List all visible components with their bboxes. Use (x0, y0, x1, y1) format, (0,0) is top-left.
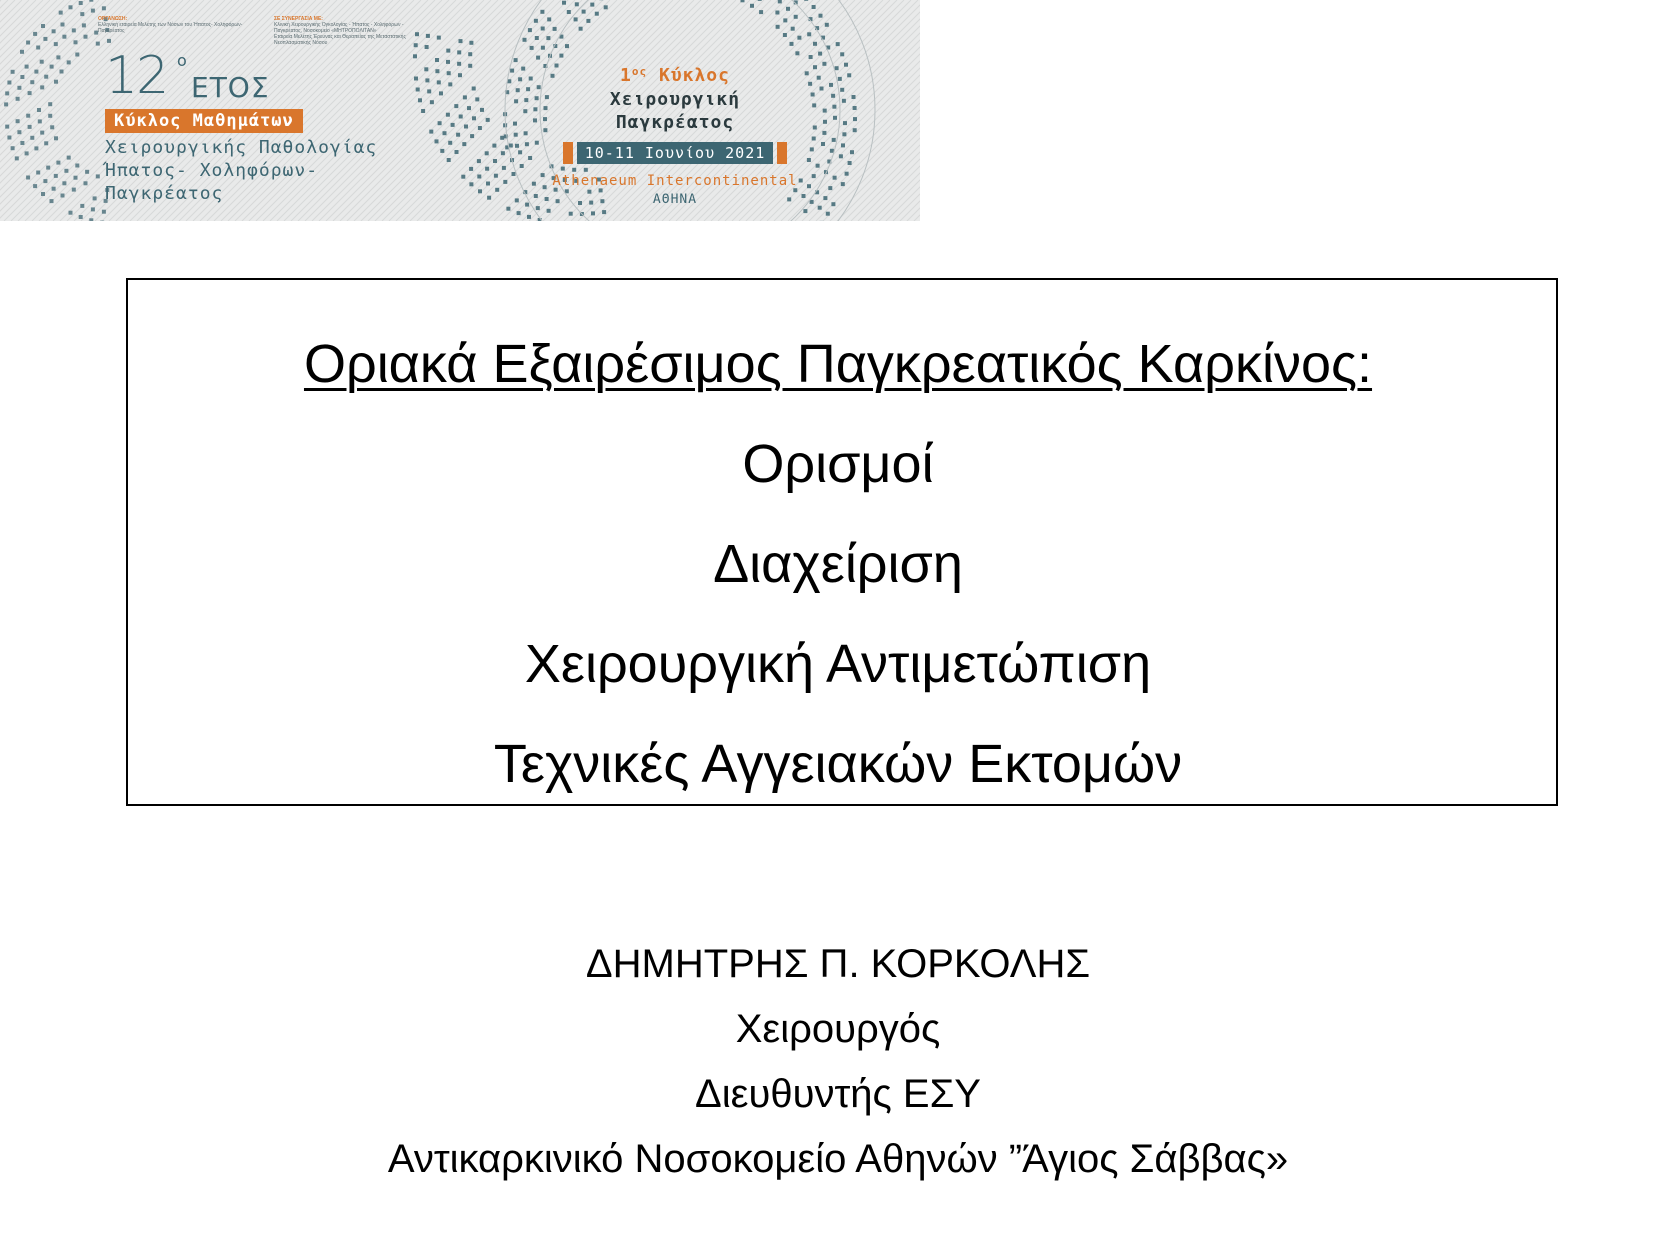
author-institution: Αντικαρκινικό Νοσοκομείο Αθηνών ”Άγιος Σάββας» (387, 1137, 1289, 1181)
partner-item: Κλινική Χειρουργικής Ογκολογίας - Ήπατος - Χοληφόρων - Παγκρέατος, Νοσοκομείο «ΜΗΤΡΟΠΟΛΙΤΑΝ» (274, 22, 404, 34)
cycle-title-line: Χειρουργική (609, 89, 741, 110)
organizer-heading: ΟΡΓΑΝΩΣΗ: (98, 16, 128, 22)
cycle-superscript: ος (631, 65, 648, 78)
topic-management: Διαχείριση (713, 534, 963, 594)
partner-block (274, 16, 424, 46)
presentation-title: Οριακά Εξαιρέσιμος Παγκρεατικός Καρκίνος: (303, 334, 1373, 394)
author-name: ΔΗΜΗΤΡΗΣ Π. ΚΟΡΚΟΛΗΣ (585, 942, 1091, 986)
cycle-word: Κύκλος (658, 65, 730, 86)
event-dates: 10-11 Ιουνίου 2021 (577, 142, 774, 164)
date-bar-cap (563, 142, 573, 164)
event-city: ΑΘΗΝΑ (652, 192, 698, 207)
course-badge: Κύκλος Μαθημάτων (105, 109, 303, 133)
date-bar-cap (777, 142, 787, 164)
partner-item: Εταιρεία Μελέτης Έρευνας και Θεραπείας της Μεταστατικής Νεοπλασματικής Νόσου (274, 34, 406, 46)
topic-surgical-treatment: Χειρουργική Αντιμετώπιση (524, 634, 1152, 694)
event-banner (0, 0, 920, 221)
year-word: ΕΤΟΣ (191, 71, 270, 104)
course-subtitle (105, 136, 377, 205)
organizer-block (98, 16, 248, 34)
cycle-number: 1 (620, 65, 632, 86)
partner-heading: ΣΕ ΣΥΝΕΡΓΑΣΙΑ ΜΕ: (274, 16, 323, 22)
year-label (105, 46, 270, 106)
author-role: Χειρουργός (735, 1007, 941, 1051)
cycle-number-label (545, 60, 805, 88)
cycle-title-line: Παγκρέατος (615, 112, 735, 133)
organizer-text: Ελληνική εταιρεία Μελέτης των Νόσων του Ήπατος- Χοληφόρων- Παγκρέατος (98, 22, 243, 34)
year-number: 12 (105, 46, 168, 106)
course-line: Παγκρέατος (105, 183, 224, 204)
topic-definitions: Ορισμοί (742, 434, 934, 494)
date-bar (563, 142, 788, 164)
topic-vascular-resections: Τεχνικές Αγγειακών Εκτομών (493, 734, 1183, 794)
cycle-block (545, 60, 805, 209)
course-line: Χειρουργικής Παθολογίας (105, 137, 378, 158)
course-line: Ήπατος- Χοληφόρων- (105, 160, 319, 181)
year-superscript: ο (177, 51, 187, 70)
event-venue: Athenaeum Intercontinental (552, 173, 798, 189)
author-title: Διευθυντής ΕΣΥ (695, 1072, 981, 1116)
